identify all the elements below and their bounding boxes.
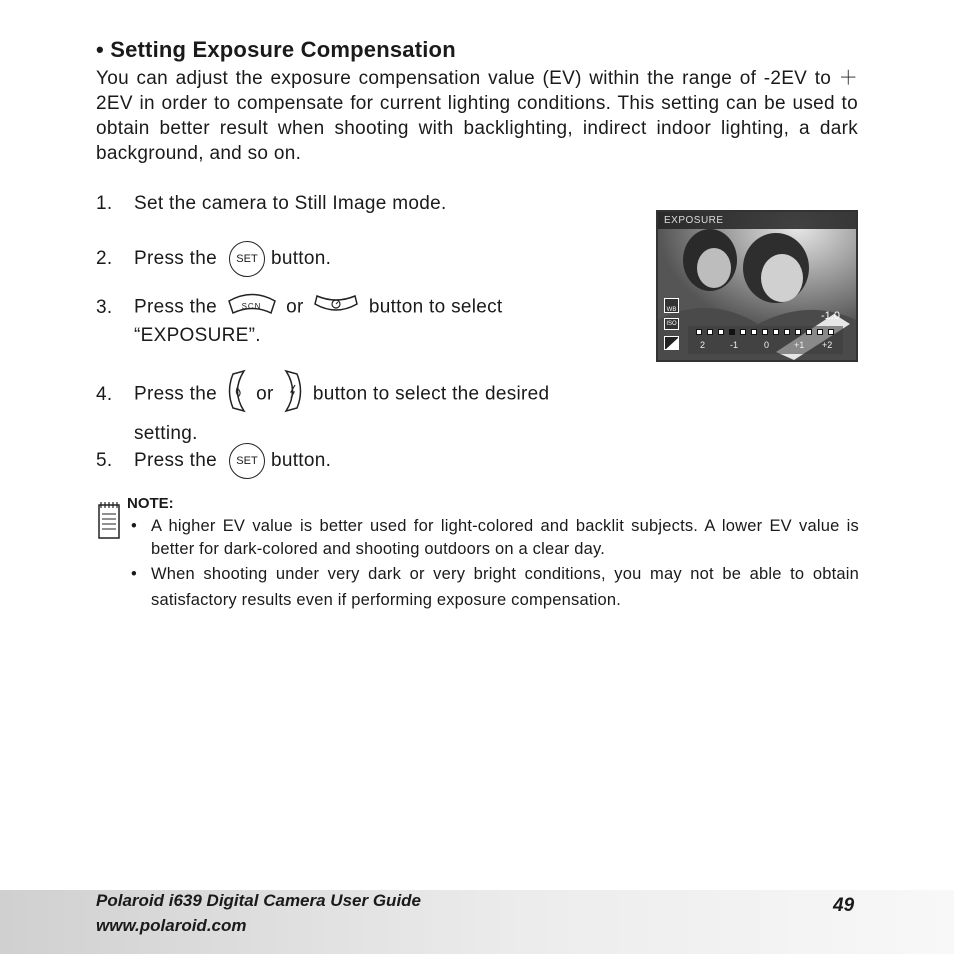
bullet-dot: • (131, 517, 137, 535)
ev-step (795, 329, 801, 335)
note-bullet-text: When shooting under very dark or very bright conditions, you may not be able to obtain satisfactory results even if performing exposure compensation. (151, 565, 859, 609)
step-text: button to select (368, 296, 503, 318)
ev-scale-label: +1 (794, 340, 805, 350)
step-text: or (286, 296, 304, 318)
page-number: 49 (833, 895, 855, 916)
screen-title: EXPOSURE (664, 215, 724, 226)
ev-step (740, 329, 746, 335)
ev-step (696, 329, 702, 335)
set-button-icon (229, 443, 265, 479)
step-text: button. (270, 450, 332, 472)
section-heading: • Setting Exposure Compensation (96, 37, 456, 62)
ev-step (773, 329, 779, 335)
self-timer-down-button-icon (313, 293, 359, 322)
note-bullet (131, 515, 859, 561)
step-2 (96, 241, 331, 277)
ev-scale-label: 0 (764, 340, 770, 350)
step-3 (96, 292, 503, 348)
note-bullet (131, 561, 859, 613)
step-text: Press the (134, 296, 217, 318)
ev-step (751, 329, 757, 335)
ev-step (707, 329, 713, 335)
ev-step (817, 329, 823, 335)
step-5 (96, 443, 331, 479)
step-text: Press the (134, 383, 217, 405)
ev-scale-labels (698, 340, 840, 352)
step-text: button. (270, 248, 332, 270)
exposure-icon (664, 336, 679, 350)
step-1 (96, 191, 447, 216)
step-number: 2. (96, 248, 113, 270)
set-button-label: SET (236, 454, 258, 467)
step-text: Press the (134, 450, 217, 472)
step-number: 4. (96, 383, 113, 405)
step-4 (96, 368, 549, 446)
scn-up-button-icon (227, 292, 277, 323)
step-text-continued: “EXPOSURE”. (134, 325, 261, 346)
ev-step (828, 329, 834, 335)
ev-step-selected (729, 329, 735, 335)
notepad-icon (98, 501, 120, 544)
step-number: 3. (96, 296, 113, 318)
flash-right-button-icon (283, 368, 303, 421)
wb-label: WB (666, 307, 677, 313)
footer-title: Polaroid i639 Digital Camera User Guide (96, 891, 422, 910)
intro-paragraph: You can adjust the exposure compensation value (EV) within the range of -2EV to ＋2EV in order to compensate for current lighting conditions. This setting can be used to obtain better result when shooting with backlighting, indirect indoor lighting, a dark background, and so on. (96, 68, 858, 164)
step-text: or (256, 383, 274, 405)
step-text: Set the camera to Still Image mode. (134, 193, 447, 214)
step-text: Press the (134, 248, 217, 270)
wb-icon (664, 298, 679, 313)
ev-scale-label: -1 (730, 340, 739, 350)
macro-left-button-icon (227, 368, 247, 421)
note-label: NOTE: (127, 495, 174, 512)
ev-scale-label: 2 (700, 340, 706, 350)
iso-icon (664, 318, 679, 330)
ev-step (806, 329, 812, 335)
note-bullet-text: A higher EV value is better used for light-colored and backlit subjects. A lower EV value is better for dark-colored and shooting outdoors on a clear day. (151, 517, 859, 558)
step-text: button to select the desired (312, 383, 550, 405)
ev-scale-label: +2 (822, 340, 833, 350)
footer-url[interactable]: www.polaroid.com (96, 916, 247, 935)
scn-label: SCN (241, 302, 262, 311)
step-number: 5. (96, 450, 113, 472)
ev-slider-track (696, 329, 836, 337)
step-text-continued: setting. (134, 423, 198, 444)
ev-step (762, 329, 768, 335)
ev-step (718, 329, 724, 335)
iso-label: ISO (666, 321, 677, 327)
step-number: 1. (96, 193, 113, 214)
bullet-dot: • (131, 565, 137, 583)
set-button-icon (229, 241, 265, 277)
exposure-value: -1.0 (821, 310, 840, 322)
set-button-label: SET (236, 252, 258, 265)
camera-screen-illustration (656, 210, 858, 362)
ev-step (784, 329, 790, 335)
